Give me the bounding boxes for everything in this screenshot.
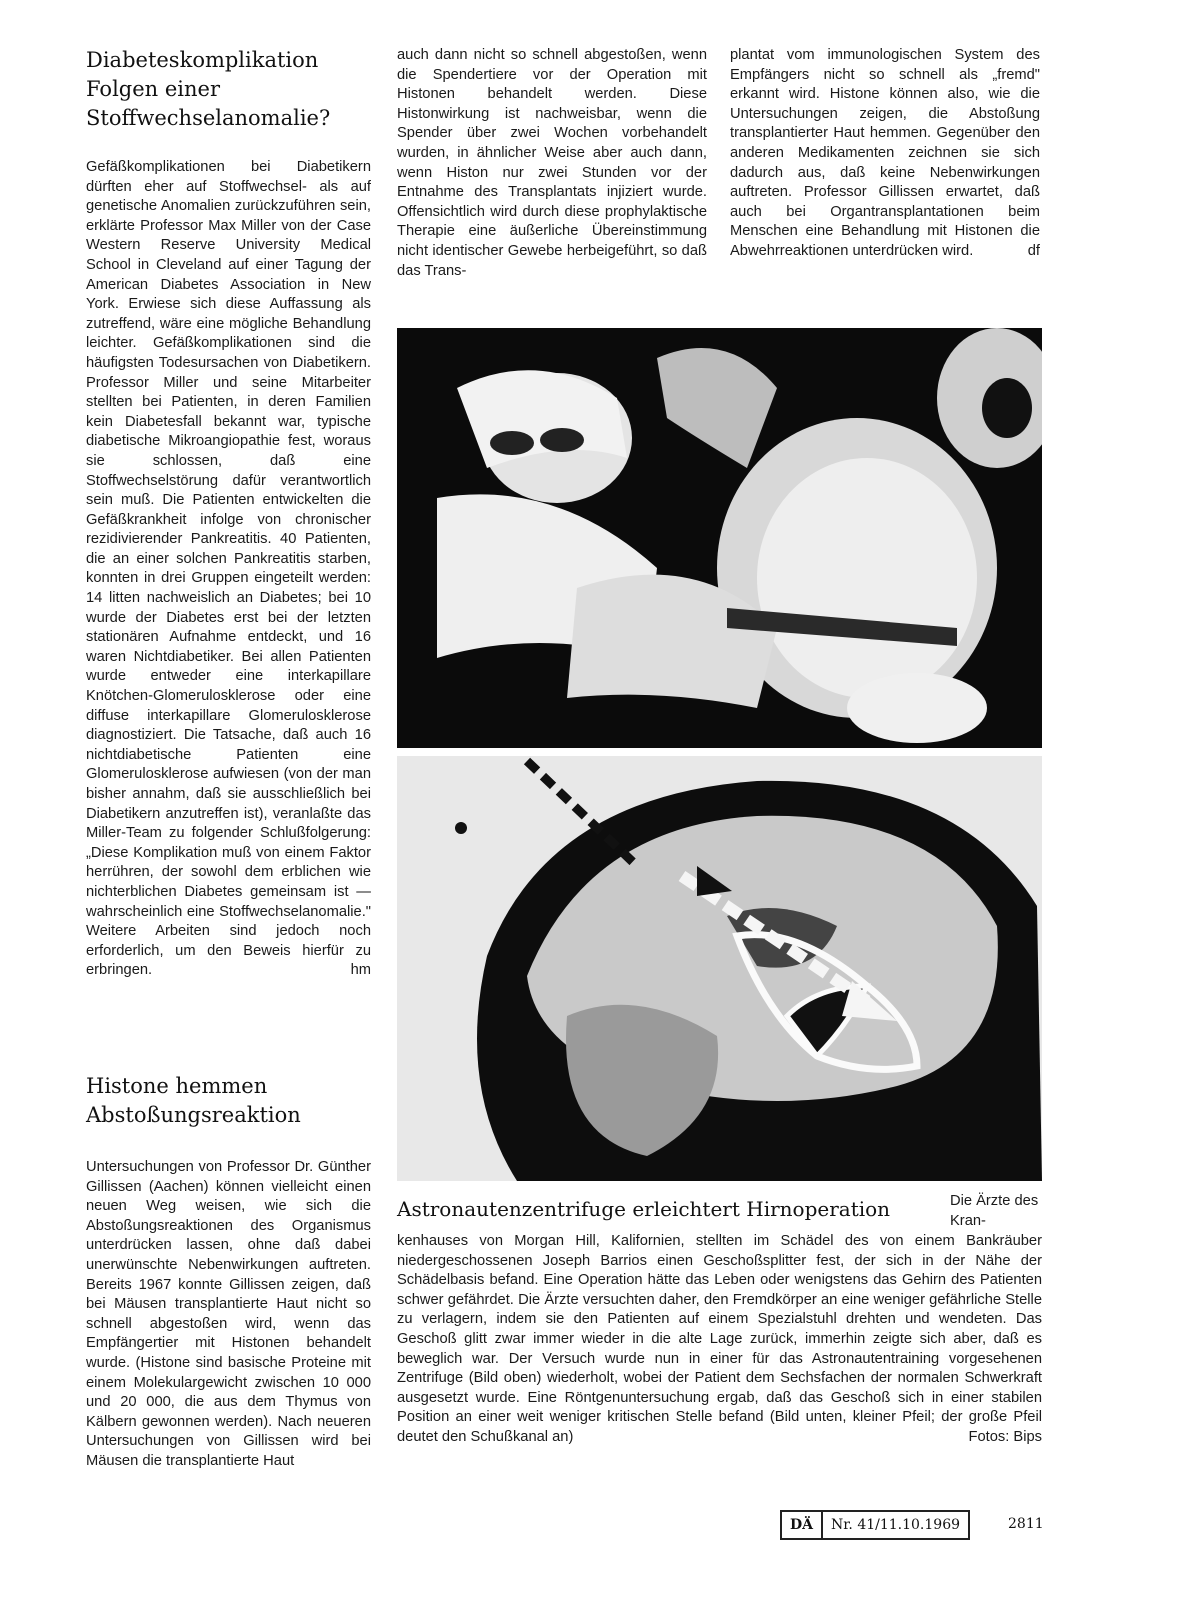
article1-signature: hm [350, 962, 371, 979]
article2-signature: df [1027, 242, 1040, 259]
article2-body-col3 [730, 46, 1040, 262]
article3-title: Astronautenzentrifuge erleichtert Hirnoperation [397, 1197, 891, 1221]
article3 [397, 1192, 1042, 1448]
issue-label: Nr. 41/11.10.1969 [831, 1517, 961, 1533]
photo-credit: Fotos: Bips [968, 1428, 1042, 1445]
article2-body-col2 [397, 46, 707, 281]
article1-title-line2: Folgen einer [86, 77, 220, 101]
article2-title-line2: Abstoßungsreaktion [86, 1103, 301, 1127]
article1-title-line3: Stoffwechselanomalie? [86, 106, 331, 130]
article3-lead: Die Ärzte des Kran- [950, 1193, 1039, 1229]
article2-text-col2: auch dann nicht so schnell abgestoßen, wenn die Spendertiere vor der Operation mit Histonen behandelt werden. Diese Histonwirkung ist nachweisbar, wenn die Spender über zwei Wochen vorbehandelt wurden, in ähnlicher Weise aber auch dann, wenn Histon nur zwei Stunden vor der Entnahme des Transplantats injiziert wurde. Offensichtlich wird durch diese prophylaktische Therapie eine äußerliche Übereinstimmung nicht identischer Gewebe herbeigeführt, so daß das Trans- [397, 47, 707, 279]
article3-body: kenhauses von Morgan Hill, Kalifornien, stellten im Schädel des von einem Bankräuber niedergeschossenen Joseph Barrios einen Geschoßsplitter fest, der sich in der Nähe der Schädelbasis befand. Eine Operation hätte das Leben oder wenigstens das Gehirn des Patienten schwer gefährdet. Die Ärzte versuchten daher, den Fremdkörper an eine weniger gefährliche Stelle zu verlagern, indem sie den Patienten auf einem Spezialstuhl drehten und wendeten. Das Geschoß glitt zwar immer wieder in die alte Lage zurück, immerhin zeigte sich aber, daß es beweglich war. Der Versuch wurde nun in einer für das Astronautentraining vorgesehenen Zentrifuge (Bild oben) wiederholt, wobei der Patient dem Sechsfachen der normalen Schwerkraft ausgesetzt wurde. Eine Röntgenuntersuchung ergab, daß das Geschoß sich in einer stabilen Position an einer weit weniger kritischen Stelle befand (Bild unten, kleiner Pfeil; der große Pfeil deutet den Schußkanal an) [397, 1233, 1042, 1445]
xray-photo [397, 756, 1042, 1181]
article1-body-text: Gefäßkomplikationen bei Diabetikern dürften eher auf Stoffwechsel- als auf genetische Anomalien zurückzuführen sein, erklärte Professor Max Miller von der Case Western Reserve University Medical School in Cleveland auf einer Tagung der American Diabetes Association in New York. Erwiese sich diese Auffassung als zutreffend, wäre eine mögliche Behandlung leichter. Gefäßkomplikationen sind die häufigsten Todesursachen von Diabetikern. Professor Miller und seine Mitarbeiter stellten bei Patienten, in deren Familien kein Diabetesfall bekannt war, typische diabetische Mikroangiopathie fest, woraus sie schlossen, daß eine Stoffwechselstörung dafür verantwortlich sein muß. Die Patienten entwickelten die Gefäßkrankheit infolge von chronischer rezidivierender Pankreatitis. 40 Patienten, die an einer solchen Pankreatitis starben, konnten in drei Gruppen eingeteilt werden: 14 litten nachweislich an Diabetes; bei 10 wurde der Diabetes erst bei der letzten stationären Aufnahme entdeckt, und 16 waren Nichtdiabetiker. Bei allen Patienten wurde entweder eine interkapillare Knötchen-Glomerulosklerose oder eine diffuse interkapillare Glomerulosklerose diagnostiziert. Die Tatsache, daß auch 16 nichtdiabetische Patienten eine Glomerulosklerose aufwiesen (von der man bisher annahm, daß sie ausschließlich bei Diabetikern anzutreffen ist), veranlaßte das Miller-Team zu folgender Schlußfolgerung: „Diese Komplikation muß von einem Faktor herrühren, der sowohl dem erblichen wie nichterblichen Diabetes gemeinsam ist — wahrscheinlich eine Stoffwechselanomalie." Weitere Arbeiten sind jedoch noch erforderlich, um den Beweis hierfür zu erbringen. [86, 159, 371, 979]
article2-headline [86, 1072, 386, 1130]
article1-title-line1: Diabeteskomplikation [86, 48, 319, 72]
footer-issue-box [780, 1510, 970, 1540]
journal-logo: DÄ [782, 1512, 823, 1538]
article1-headline [86, 46, 386, 133]
article2-body-col1 [86, 1158, 371, 1472]
article1-body [86, 158, 371, 981]
article2-text-col3: plantat vom immunologischen System des Empfängers nicht so schnell als „fremd" erkannt wird. Histone können also, wie die Untersuchungen zeigen, die Abstoßung transplantierter Haut hemmen. Gegenüber den anderen Medikamenten zeichnen sie sich dadurch aus, daß keine Nebenwirkungen auftreten. Professor Gillissen erwartet, daß auch bei Organtransplantationen beim Menschen eine Behandlung mit Histonen die Abwehrreaktionen unterdrücken wird. [730, 47, 1040, 259]
article2-text-col1: Untersuchungen von Professor Dr. Günther Gillissen (Aachen) können vielleicht einen neuen Weg weisen, wie sich die Abstoßungsreaktionen des Organismus unterdrücken lassen, ohne daß dabei unerwünschte Nebenwirkungen auftreten. Bereits 1967 konnte Gillissen zeigen, daß bei Mäusen transplantierte Haut nicht so schnell abgestoßen wird, wenn das Empfängertier mit Histonen behandelt wurde. (Histone sind basische Proteine mit einem Molekulargewicht zwischen 10 000 und 20 000, die aus dem Thymus von Kälbern gewonnen werden). Nach neueren Untersuchungen von Gillissen wird bei Mäusen die transplantierte Haut [86, 1159, 371, 1469]
centrifuge-photo [397, 328, 1042, 748]
article2-title-line1: Histone hemmen [86, 1074, 268, 1098]
page-number: 2811 [1008, 1516, 1044, 1532]
